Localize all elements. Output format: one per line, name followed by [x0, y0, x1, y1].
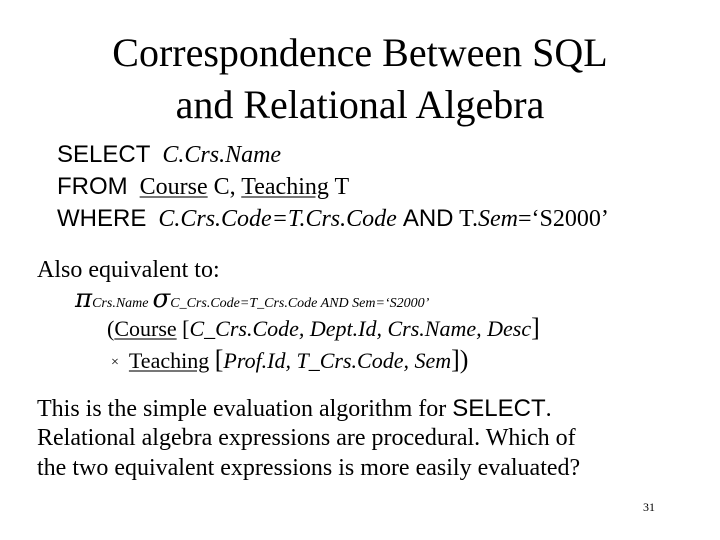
course-attrs-close-bracket: ] [531, 313, 540, 342]
sql-where-sem-value: =‘S2000’ [517, 206, 609, 232]
course-attrs-open-bracket: [ [182, 316, 190, 341]
sql-select-expression: C.Crs.Name [162, 142, 282, 168]
teaching-attribute-list: Prof.Id, T_Crs.Code, Sem [223, 348, 452, 373]
algebra-course-table: Course [114, 316, 177, 341]
sql-from-alias-c: C, [213, 174, 236, 200]
algebra-teaching-table: Teaching [128, 348, 210, 373]
sql-and-keyword: AND [402, 205, 454, 232]
cross-product-icon: × [111, 355, 119, 370]
sql-select-line [57, 140, 281, 170]
also-equivalent-heading: Also equivalent to: [37, 257, 220, 283]
sql-from-alias-t: T [334, 174, 350, 200]
sql-where-keyword: WHERE [57, 205, 147, 232]
sql-where-line [57, 204, 609, 234]
pi-symbol: π [75, 284, 93, 314]
open-paren: ( [107, 316, 115, 341]
page-number: 31 [643, 500, 655, 514]
sql-select-keyword: SELECT [57, 141, 151, 168]
paragraph-line-1-text: This is the simple evaluation algorithm for [37, 396, 453, 422]
sigma-symbol: σ [152, 284, 171, 314]
slide-title-line-2: and Relational Algebra [175, 82, 545, 127]
sql-where-join-condition: C.Crs.Code=T.Crs.Code [158, 206, 397, 232]
slide-title-line-1: Correspondence Between SQL [112, 30, 608, 75]
sql-where-sem-attr: Sem [477, 206, 518, 232]
sql-from-keyword: FROM [57, 173, 128, 200]
sql-from-line [57, 172, 349, 202]
paragraph-select-keyword: SELECT [452, 395, 546, 422]
paragraph-line-1-end: . [545, 396, 552, 422]
teaching-attrs-open-bracket: [ [214, 345, 224, 374]
sigma-subscript: C_Crs.Code=T_Crs.Code AND Sem=‘S2000’ [170, 296, 430, 311]
paragraph-line-1 [37, 394, 552, 424]
paragraph-line-3: the two equivalent expressions is more easily evaluated? [37, 455, 581, 481]
paragraph-line-2: Relational algebra expressions are procedural. Which of [37, 425, 576, 451]
course-attribute-list: C_Crs.Code, Dept.Id, Crs.Name, Desc [189, 316, 532, 341]
pi-subscript: Crs.Name [92, 296, 149, 311]
sql-from-table-course: Course [139, 174, 208, 200]
algebra-teaching-line [111, 345, 468, 378]
sql-from-table-teaching: Teaching [241, 174, 329, 200]
teaching-attrs-close-bracket: ]) [451, 345, 469, 374]
sql-where-sem-prefix: T. [459, 206, 478, 232]
algebra-course-line [107, 313, 540, 344]
